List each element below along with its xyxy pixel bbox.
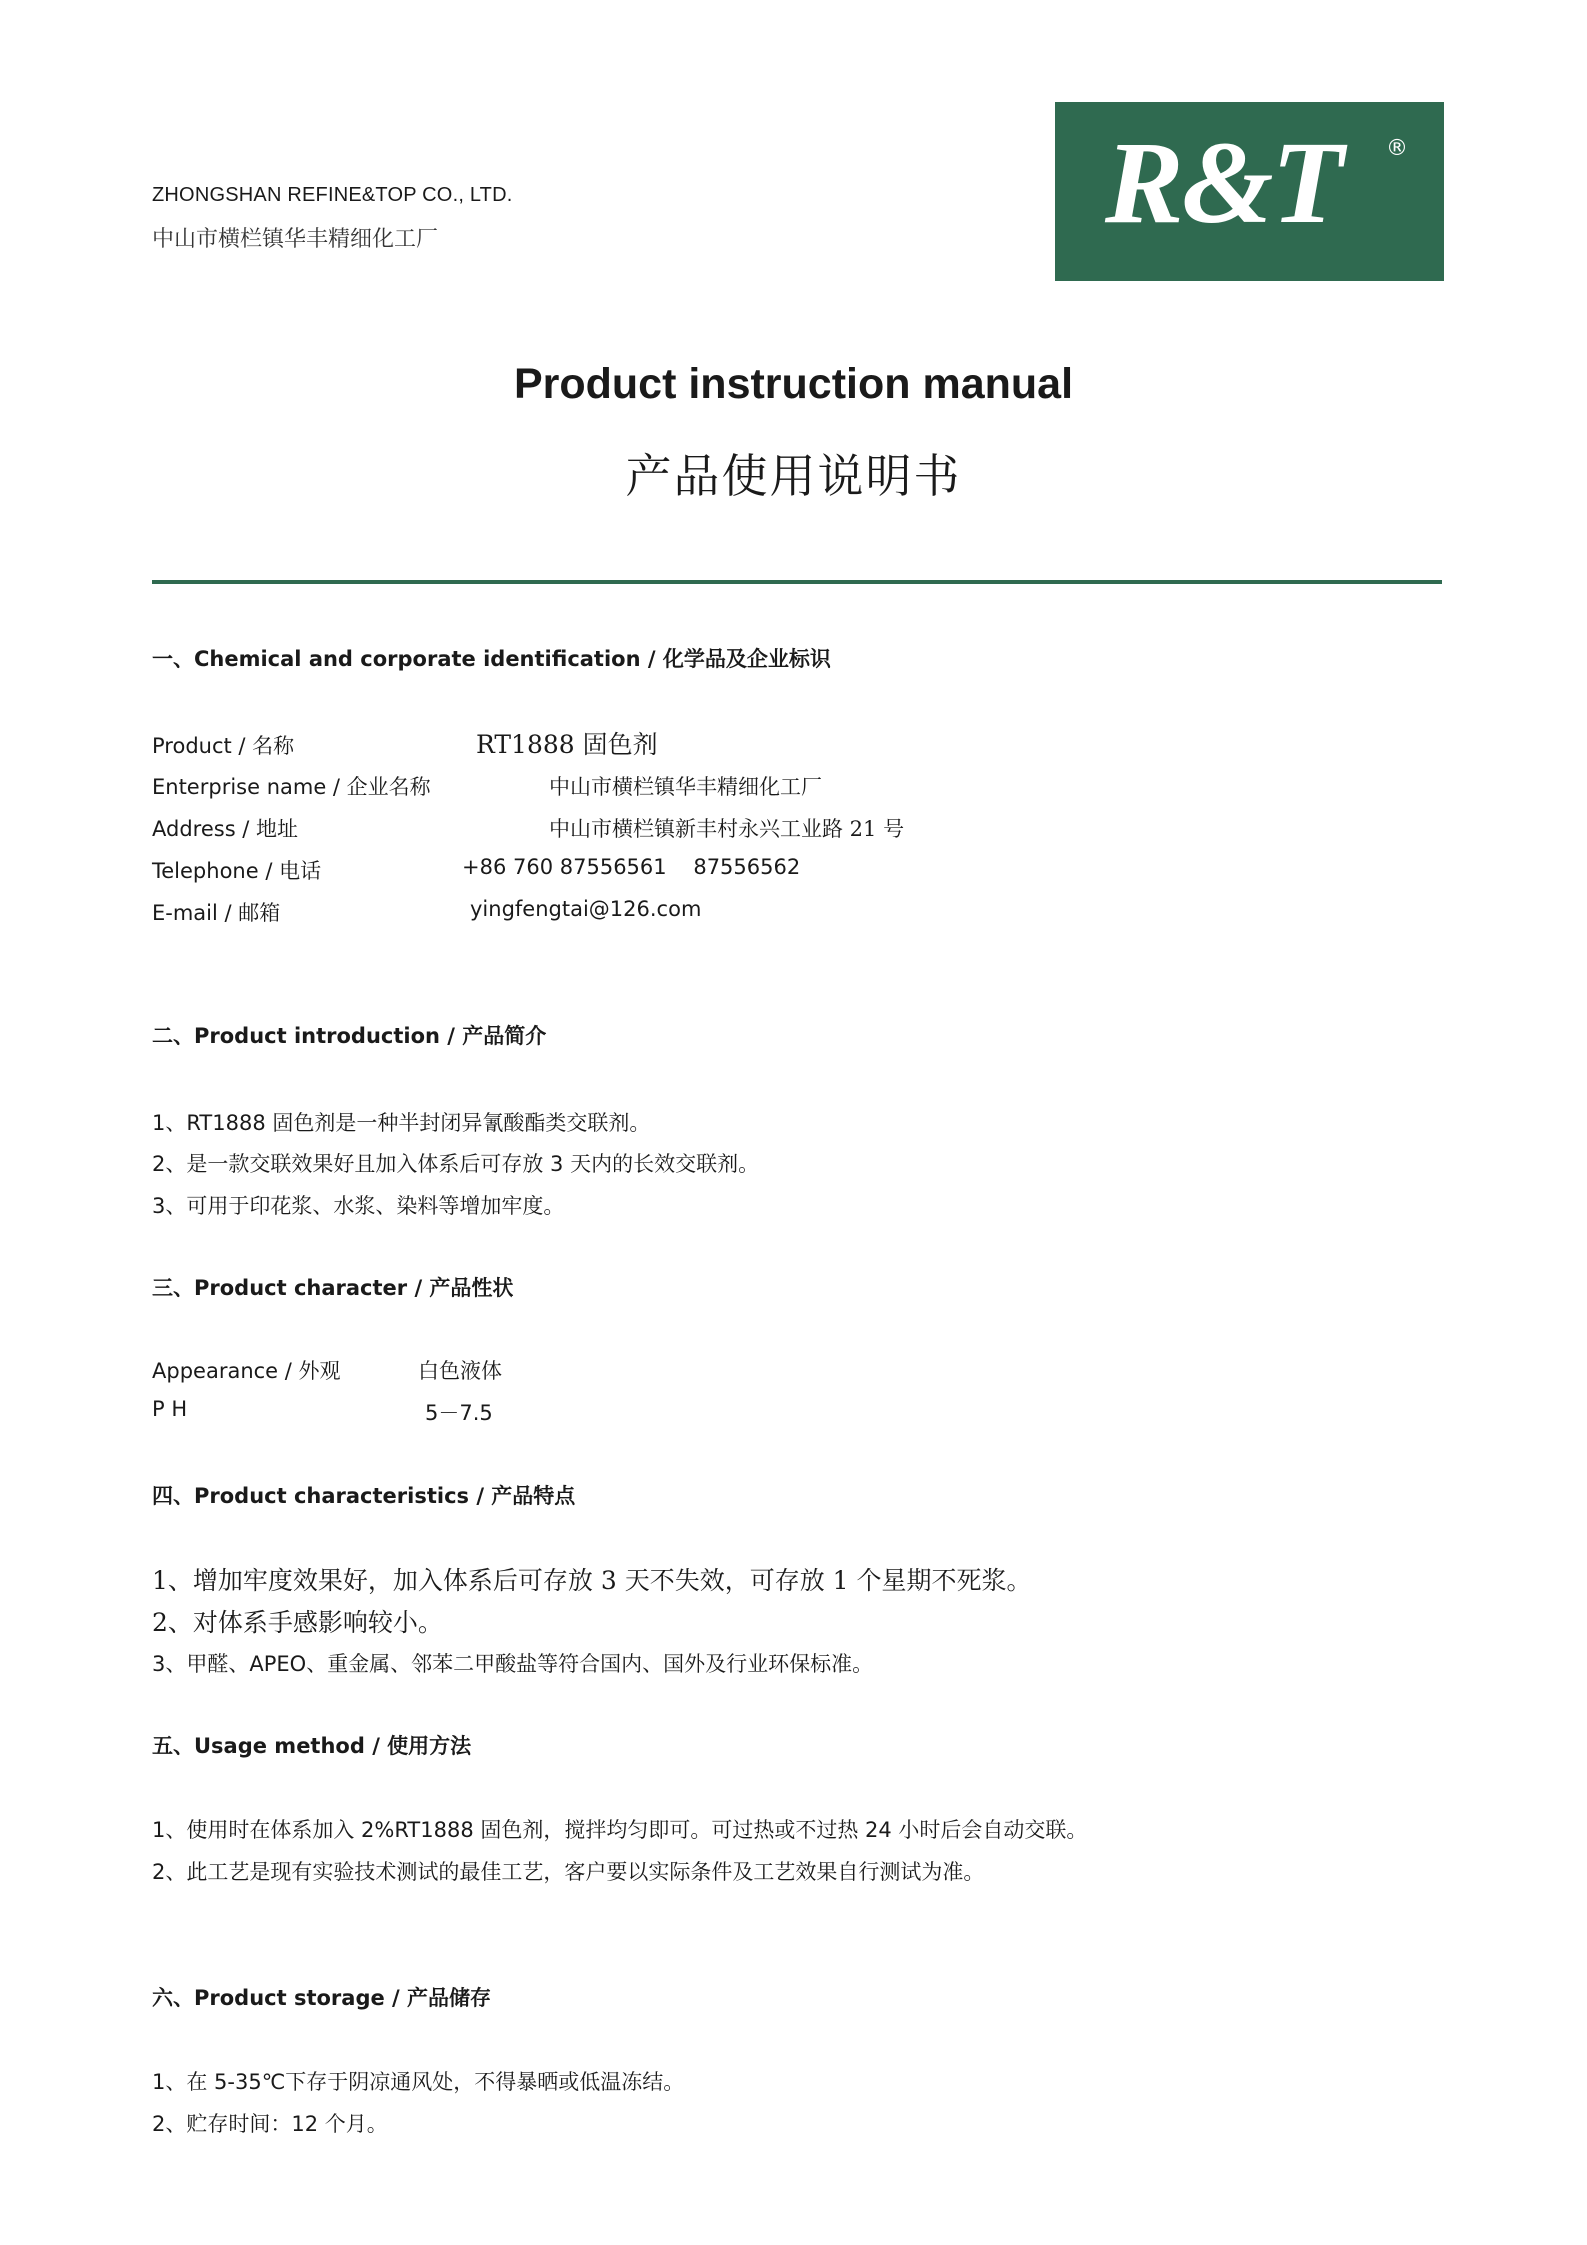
ph-value: 5－7.5 (425, 1401, 493, 1425)
list-item: 1、使用时在体系加入 2%RT1888 固色剂，搅拌均匀即可。可过热或不过热 24 小时后会自动交联。 (152, 1818, 1088, 1842)
section-heading-identification: 一、Chemical and corporate identification / 化学品及企业标识 (152, 647, 831, 671)
list-item: 2、此工艺是现有实验技术测试的最佳工艺，客户要以实际条件及工艺效果自行测试为准。 (152, 1860, 985, 1884)
company-logo (1055, 102, 1444, 281)
section-heading-usage: 五、Usage method / 使用方法 (152, 1734, 472, 1758)
ph-label: P H (152, 1397, 188, 1421)
product-value: RT1888 固色剂 (476, 730, 658, 759)
appearance-label: Appearance / 外观 (152, 1359, 341, 1383)
address-label: Address / 地址 (152, 817, 299, 841)
header-divider (152, 580, 1442, 584)
list-item: 3、可用于印花浆、水浆、染料等增加牢度。 (152, 1194, 565, 1218)
telephone-label: Telephone / 电话 (152, 859, 322, 883)
telephone-value: +86 760 87556561 87556562 (462, 855, 801, 879)
section-heading-characteristics: 四、Product characteristics / 产品特点 (152, 1484, 576, 1508)
enterprise-label: Enterprise name / 企业名称 (152, 775, 431, 799)
list-item: 3、甲醛、APEO、重金属、邻苯二甲酸盐等符合国内、国外及行业环保标准。 (152, 1652, 874, 1676)
company-name-cn: 中山市横栏镇华丰精细化工厂 (152, 227, 439, 252)
email-label: E-mail / 邮箱 (152, 901, 281, 925)
list-item: 2、是一款交联效果好且加入体系后可存放 3 天内的长效交联剂。 (152, 1152, 760, 1176)
appearance-value: 白色液体 (418, 1359, 502, 1383)
list-item: 1、RT1888 固色剂是一种半封闭异氰酸酯类交联剂。 (152, 1111, 651, 1135)
product-label: Product / 名称 (152, 734, 295, 758)
company-name-en: ZHONGSHAN REFINE&TOP CO., LTD. (152, 184, 513, 206)
document-title-cn: 产品使用说明书 (625, 449, 962, 503)
document-title-en: Product instruction manual (513, 360, 1074, 408)
list-item: 2、对体系手感影响较小。 (152, 1608, 443, 1637)
list-item: 2、贮存时间：12 个月。 (152, 2112, 388, 2136)
section-heading-storage: 六、Product storage / 产品储存 (152, 1986, 492, 2010)
list-item: 1、增加牢度效果好，加入体系后可存放 3 天不失效，可存放 1 个星期不死浆。 (152, 1566, 1032, 1595)
enterprise-value: 中山市横栏镇华丰精细化工厂 (549, 775, 822, 799)
list-item: 1、在 5-35℃下存于阴凉通风处，不得暴晒或低温冻结。 (152, 2070, 685, 2094)
logo-text: R&T (1105, 117, 1342, 248)
email-value: yingfengtai@126.com (470, 897, 702, 921)
section-heading-character: 三、Product character / 产品性状 (152, 1276, 514, 1300)
section-heading-introduction: 二、Product introduction / 产品简介 (152, 1024, 547, 1048)
registered-mark: ® (1386, 136, 1408, 161)
address-value: 中山市横栏镇新丰村永兴工业路 21 号 (549, 817, 905, 841)
